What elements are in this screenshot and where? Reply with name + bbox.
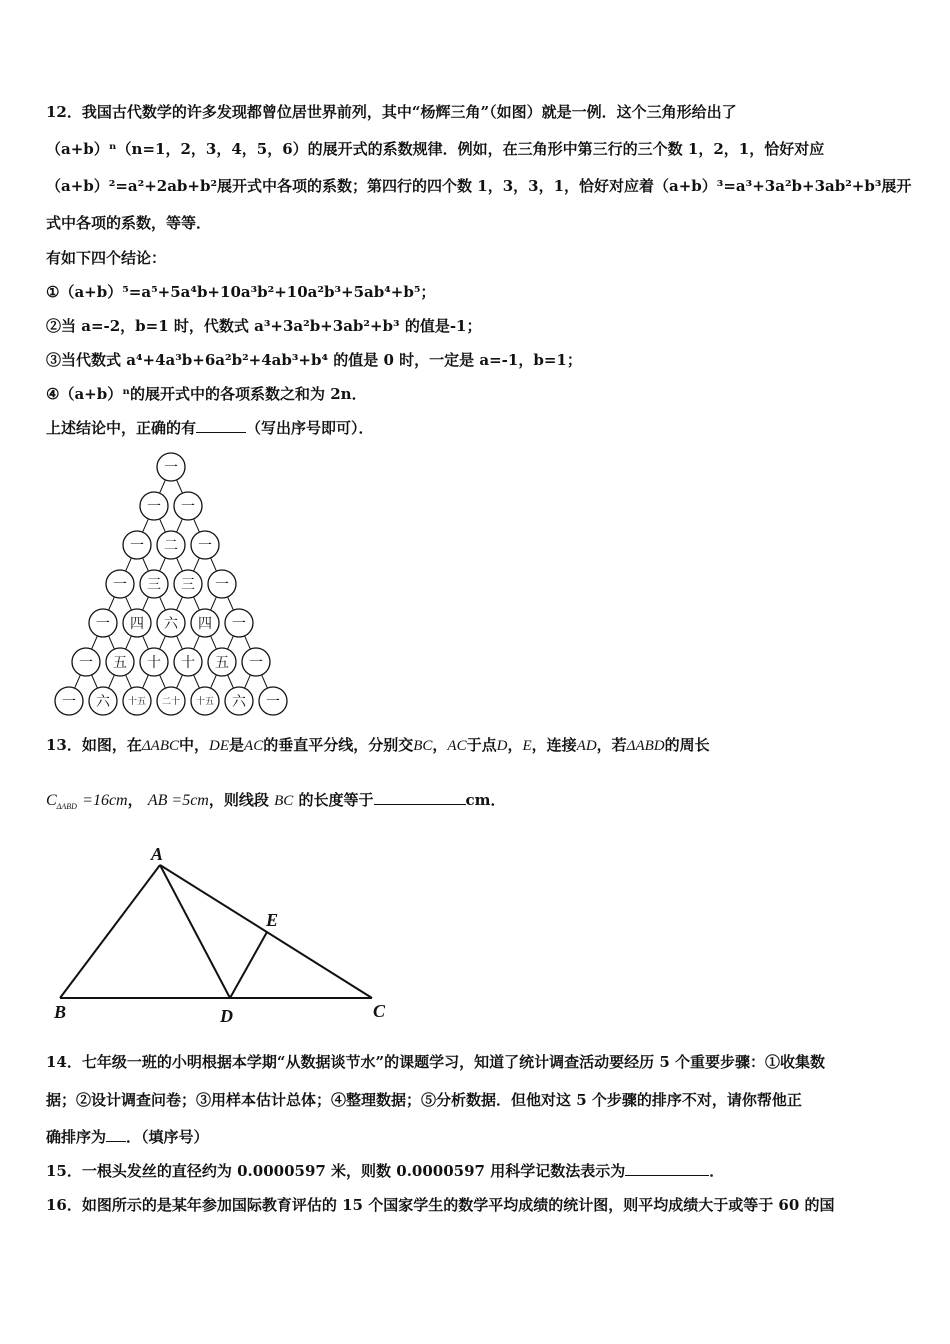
point-label-d: D [220, 1006, 233, 1026]
triangle-node-label: 十五 [127, 696, 147, 706]
triangle-node-label: 一 [147, 500, 161, 515]
q12-line-1: 12．我国古代数学的许多发现都曾位居世界前列，其中“杨辉三角”（如图）就是一例．这个三角形给出了 [46, 103, 737, 121]
q13-text: 的周长 [664, 736, 710, 754]
q13-perimeter-symbol: C [46, 792, 57, 809]
q13-text: 13．如图，在 [46, 736, 142, 754]
q12-conclusion-1: ①（a+b）⁵=a⁵+5a⁴b+10a³b²+10a²b³+5ab⁴+b⁵； [46, 283, 436, 301]
yang-hui-triangle-figure [40, 450, 310, 725]
triangle-node-label: 六 [232, 695, 246, 710]
q13-separator: ， [127, 791, 143, 809]
segment-de [230, 932, 267, 998]
triangle-node-label: 十 [181, 656, 195, 671]
q13-segment-ac: AC [244, 738, 264, 754]
q12-line-4: 式中各项的系数，等等． [46, 214, 212, 232]
q13-segment-bc: BC [274, 793, 294, 809]
q12-conclusion-2: ②当 a=-2，b=1 时，代数式 a³+3a²b+3ab²+b³ 的值是-1； [46, 317, 482, 335]
q14-answer-blank[interactable] [106, 1127, 126, 1142]
q13-perimeter-subscript: ΔABD [56, 802, 77, 811]
q13-text: 中， [179, 736, 210, 754]
q13-triangle-abd: ΔABD [626, 738, 665, 754]
triangle-node-label: 二 [164, 539, 178, 554]
triangle-node-label: 四 [198, 617, 212, 632]
q13-text: 是 [229, 736, 245, 754]
q15-answer-blank[interactable] [625, 1161, 709, 1176]
triangle-node-label: 一 [62, 695, 76, 710]
q12-conclusion-4: ④（a+b）ⁿ的展开式中的各项系数之和为 2n． [46, 385, 367, 403]
triangle-node-label: 五 [215, 656, 229, 671]
q15-line [46, 1161, 724, 1181]
q13-separator: ， [432, 736, 448, 754]
q14-question-prefix: 确排序为 [46, 1128, 107, 1146]
q12-answer-blank[interactable] [196, 418, 246, 433]
q13-ab-value: AB =5cm [147, 792, 209, 809]
triangle-node-label: 六 [164, 617, 178, 632]
vertex-label-a: A [151, 844, 164, 864]
q13-perimeter-value: =16cm [82, 792, 128, 809]
triangle-node-label: 一 [266, 695, 280, 710]
q12-line-3: （a+b）²=a²+2ab+b²展开式中各项的系数；第四行的四个数 1，3，3，1，恰好对应着（a+b）³=a³+3a²b+3ab²+b³展开 [46, 177, 912, 195]
triangle-node-label: 十 [147, 656, 161, 671]
vertex-label-c: C [373, 1001, 386, 1021]
q13-segment-ad: AD [576, 738, 597, 754]
q13-line-1 [46, 735, 710, 756]
q13-segment-bc: BC [413, 738, 433, 754]
point-label-e: E [266, 910, 279, 930]
triangle-node-label: 一 [96, 617, 110, 632]
triangle-node-label: 三 [181, 578, 195, 593]
q12-question-prefix: 上述结论中，正确的有 [46, 419, 197, 437]
q13-segment-de: DE [209, 738, 230, 754]
q13-line-2 [46, 790, 506, 817]
triangle-node-label: 十五 [195, 696, 215, 706]
q14-line-1: 14．七年级一班的小明根据本学期“从数据谈节水”的课题学习，知道了统计调查活动要经历 5 个重要步骤：①收集数 [46, 1053, 826, 1071]
q12-question-suffix: （写出序号即可）． [246, 419, 374, 437]
triangle-node-label: 一 [130, 539, 144, 554]
triangle-node-label: 二十 [161, 696, 181, 706]
triangle-node-label: 三 [147, 578, 161, 593]
q13-point-d: D [496, 738, 508, 754]
triangle-node-label: 一 [232, 617, 246, 632]
q12-line-5: 有如下四个结论： [46, 249, 167, 267]
q14-line-2: 据；②设计调查问卷；③用样本估计总体；④整理数据；⑤分析数据．但他对这 5 个步骤的排序不对，请你帮他正 [46, 1091, 802, 1109]
q16-line: 16．如图所示的是某年参加国际教育评估的 15 个国家学生的数学平均成绩的统计图，则平均成绩大于或等于 60 的国 [46, 1196, 835, 1214]
q13-point-e: E [522, 738, 532, 754]
triangle-node-label: 一 [181, 500, 195, 515]
q13-segment-ac: AC [447, 738, 467, 754]
edge-ab [60, 865, 160, 998]
q13-text: 的长度等于 [298, 791, 374, 809]
q13-text: 于点 [466, 736, 497, 754]
triangle-node-label: 一 [249, 656, 263, 671]
q15-text: 15．一根头发丝的直径约为 0.0000597 米，则数 0.0000597 用科学记数法表示为 [46, 1162, 626, 1180]
q13-text: ，则线段 [208, 791, 269, 809]
q13-answer-blank[interactable] [374, 790, 466, 805]
q13-unit: cm． [465, 791, 506, 809]
triangle-node-label: 五 [113, 656, 127, 671]
q13-text: 的垂直平分线，分别交 [263, 736, 414, 754]
q13-text: ，连接 [531, 736, 577, 754]
triangle-node-label: 六 [96, 695, 110, 710]
vertex-label-b: B [54, 1002, 67, 1022]
segment-ad [160, 865, 230, 998]
q13-separator: ， [507, 736, 523, 754]
q12-line-2: （a+b）ⁿ（n=1，2，3，4，5，6）的展开式的系数规律．例如，在三角形中第三行的三个数 1，2，1，恰好对应 [46, 140, 825, 158]
triangle-node-label: 一 [164, 461, 178, 476]
triangle-node-label: 一 [79, 656, 93, 671]
triangle-node-label: 四 [130, 617, 144, 632]
edge-ac [160, 865, 372, 998]
triangle-abc-figure [40, 840, 410, 1030]
triangle-node-label: 一 [215, 578, 229, 593]
q13-triangle-abc: ΔABC [141, 738, 180, 754]
q13-text: ，若 [596, 736, 627, 754]
q12-conclusion-3: ③当代数式 a⁴+4a³b+6a²b²+4ab³+b⁴ 的值是 0 时，一定是 a=-1，b=1； [46, 351, 582, 369]
q15-end: ． [709, 1162, 725, 1180]
q14-line-3 [46, 1127, 209, 1147]
triangle-node-label: 一 [113, 578, 127, 593]
q12-question [46, 418, 374, 438]
q14-question-suffix: ．（填序号） [126, 1128, 209, 1146]
triangle-node-label: 一 [198, 539, 212, 554]
